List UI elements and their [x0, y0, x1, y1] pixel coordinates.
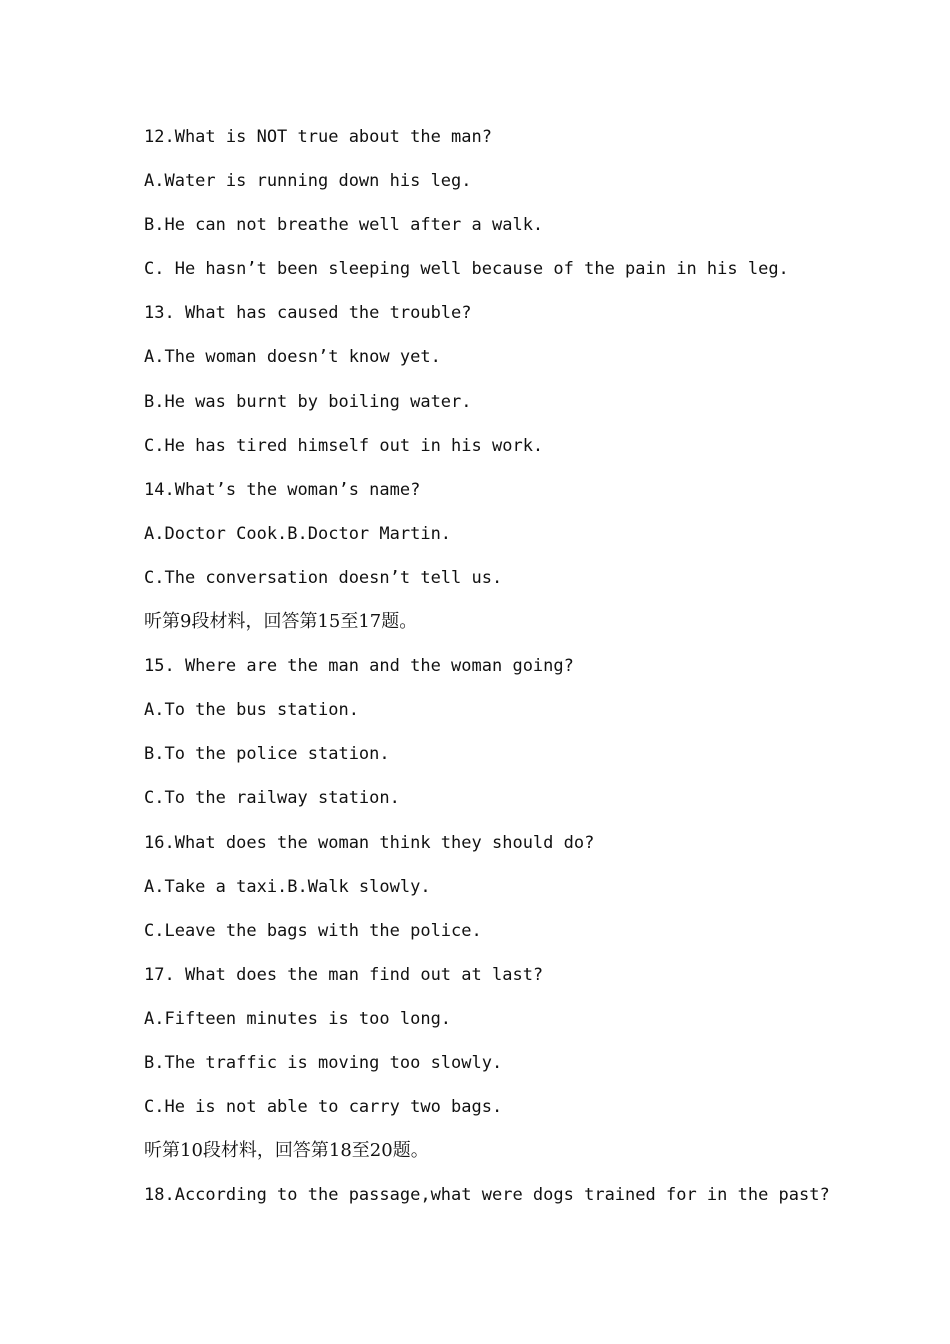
- option-15-c: C.To the railway station.: [144, 788, 400, 809]
- option-12-c: C. He hasn’t been sleeping well because of the pain in his leg.: [144, 259, 789, 280]
- question-14: 14.What’s the woman’s name?: [144, 479, 421, 500]
- option-16-ab: A.Take a taxi.B.Walk slowly.: [144, 876, 431, 897]
- question-list: [144, 125, 904, 1227]
- option-17-b: B.The traffic is moving too slowly.: [144, 1052, 503, 1073]
- question-13: 13. What has caused the trouble?: [144, 303, 472, 324]
- question-16: 16.What does the woman think they should do?: [144, 832, 595, 853]
- option-17-c: C.He is not able to carry two bags.: [144, 1097, 503, 1118]
- option-12-a: A.Water is running down his leg.: [144, 171, 472, 192]
- option-15-a: A.To the bus station.: [144, 700, 359, 721]
- section-heading-10: 听第10段材料，回答第18至20题。: [144, 1140, 429, 1162]
- question-15: 15. Where are the man and the woman going?: [144, 656, 574, 677]
- option-17-a: A.Fifteen minutes is too long.: [144, 1008, 452, 1029]
- option-13-a: A.The woman doesn’t know yet.: [144, 347, 441, 368]
- option-16-c: C.Leave the bags with the police.: [144, 920, 482, 941]
- question-18: 18.According to the passage,what were dogs trained for in the past?: [144, 1185, 830, 1206]
- option-12-b: B.He can not breathe well after a walk.: [144, 215, 544, 236]
- option-13-c: C.He has tired himself out in his work.: [144, 435, 544, 456]
- section-heading-9: 听第9段材料，回答第15至17题。: [144, 611, 418, 633]
- option-14-c: C.The conversation doesn’t tell us.: [144, 567, 503, 588]
- question-17: 17. What does the man find out at last?: [144, 964, 544, 985]
- option-14-ab: A.Doctor Cook.B.Doctor Martin.: [144, 523, 452, 544]
- option-13-b: B.He was burnt by boiling water.: [144, 391, 472, 412]
- option-15-b: B.To the police station.: [144, 744, 390, 765]
- question-12: 12.What is NOT true about the man?: [144, 127, 492, 147]
